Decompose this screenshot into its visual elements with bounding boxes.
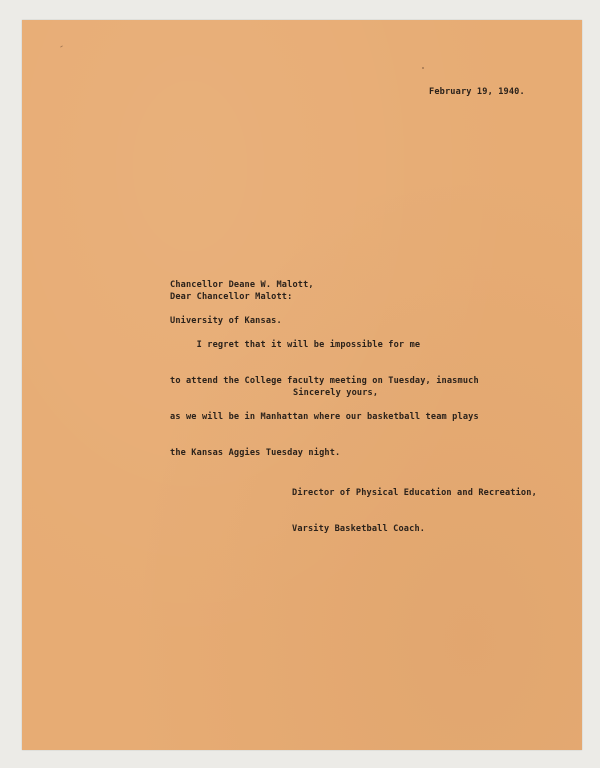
signature-role: Varsity Basketball Coach. xyxy=(292,524,426,534)
letter-body xyxy=(170,315,479,483)
salutation: Dear Chancellor Malott: xyxy=(170,292,293,302)
ink-speck xyxy=(60,45,63,47)
body-line: the Kansas Aggies Tuesday night. xyxy=(170,448,341,458)
ink-speck xyxy=(422,67,424,69)
signature-block xyxy=(292,463,537,559)
recipient-institution: University of Kansas. xyxy=(170,316,282,326)
recipient-name: Chancellor Deane W. Malott, xyxy=(170,280,314,290)
body-line: to attend the College faculty meeting on Tuesday, inasmuch xyxy=(170,376,479,386)
body-line: as we will be in Manhattan where our basketball team plays xyxy=(170,412,479,422)
complimentary-closing: Sincerely yours, xyxy=(293,388,379,398)
letter-date: February 19, 1940. xyxy=(429,87,525,97)
body-line: I regret that it will be impossible for me xyxy=(170,340,421,350)
letter-page xyxy=(22,20,582,750)
signature-title: Director of Physical Education and Recreation, xyxy=(292,488,537,498)
